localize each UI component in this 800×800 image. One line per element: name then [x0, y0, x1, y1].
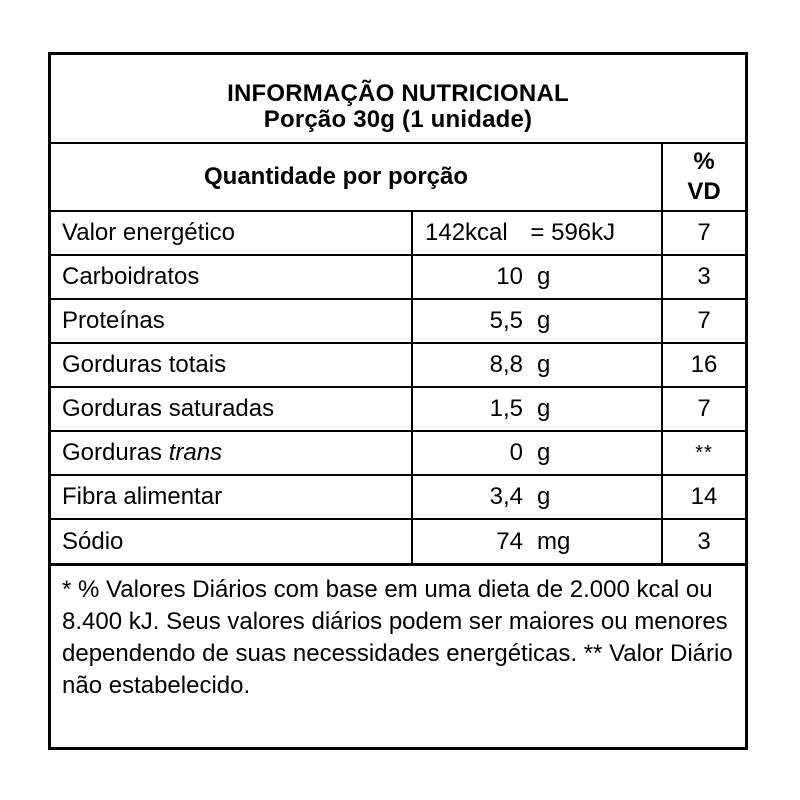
amount-value: 74: [496, 527, 523, 555]
daily-value: 3: [662, 519, 745, 563]
nutrient-amount: [412, 299, 662, 343]
daily-value: 7: [662, 299, 745, 343]
nutrient-name: Gorduras saturadas: [51, 387, 412, 431]
serving-size: Porção 30g (1 unidade): [263, 106, 533, 133]
column-header-quantity: Quantidade por porção: [51, 144, 662, 211]
nutrient-name-italic: trans: [168, 439, 223, 466]
nutrition-title: INFORMAÇÃO NUTRICIONAL: [227, 80, 569, 107]
nutrient-name: Carboidratos: [51, 255, 412, 299]
amount-value: 1,5: [489, 395, 523, 422]
nutrient-amount: [412, 255, 662, 299]
nutrient-name: [51, 431, 412, 475]
daily-value: 3: [662, 255, 745, 299]
table-row: [51, 299, 745, 343]
vd-header-label: VD: [687, 178, 721, 205]
table-row: [51, 211, 745, 255]
daily-value: 7: [662, 211, 745, 255]
nutrient-amount: [412, 431, 662, 475]
amount-unit: g: [537, 439, 551, 466]
amount-unit: g: [537, 351, 551, 378]
nutrition-table: [51, 144, 745, 563]
table-row: [51, 255, 745, 299]
amount-value: 5,5: [489, 307, 523, 334]
daily-value: 16: [662, 343, 745, 387]
column-header-vd: [662, 144, 745, 211]
vd-header-percent: %: [693, 148, 715, 175]
nutrient-amount: [412, 519, 662, 563]
nutrient-name: Valor energético: [51, 211, 412, 255]
daily-value: **: [662, 431, 745, 475]
nutrition-facts-panel: [48, 52, 748, 750]
nutrient-name: Gorduras totais: [51, 343, 412, 387]
nutrient-name: Proteínas: [51, 299, 412, 343]
amount-value: 8,8: [489, 351, 523, 378]
nutrition-header: [51, 55, 745, 144]
nutrient-amount: [412, 343, 662, 387]
amount-unit: = 596kJ: [530, 219, 616, 246]
table-row: [51, 343, 745, 387]
footnote: * % Valores Diários com base em uma dieta de 2.000 kcal ou 8.400 kJ. Seus valores diários podem ser maiores ou menores dependendo de suas necessidades energéticas. ** Valor Diário não estabelecido.: [51, 563, 745, 702]
nutrient-amount: [412, 475, 662, 519]
daily-value: 14: [662, 475, 745, 519]
daily-value: 7: [662, 387, 745, 431]
nutrient-amount: [412, 387, 662, 431]
amount-value: 142kcal: [425, 219, 508, 246]
table-header-row: [51, 144, 745, 211]
amount-value: 3,4: [489, 483, 523, 510]
amount-unit: g: [537, 307, 551, 334]
amount-value: 0: [509, 439, 523, 466]
amount-value: 10: [496, 263, 523, 290]
nutrient-name: Fibra alimentar: [51, 475, 412, 519]
table-row: [51, 387, 745, 431]
table-row: [51, 519, 745, 563]
amount-unit: g: [537, 263, 551, 290]
amount-unit: g: [537, 395, 551, 422]
table-row: [51, 431, 745, 475]
nutrient-amount: [412, 211, 662, 255]
amount-unit: g: [537, 483, 551, 510]
nutrient-name-prefix: Gorduras: [62, 439, 163, 466]
nutrient-name: Sódio: [51, 519, 412, 563]
amount-unit: mg: [537, 527, 571, 555]
table-row: [51, 475, 745, 519]
